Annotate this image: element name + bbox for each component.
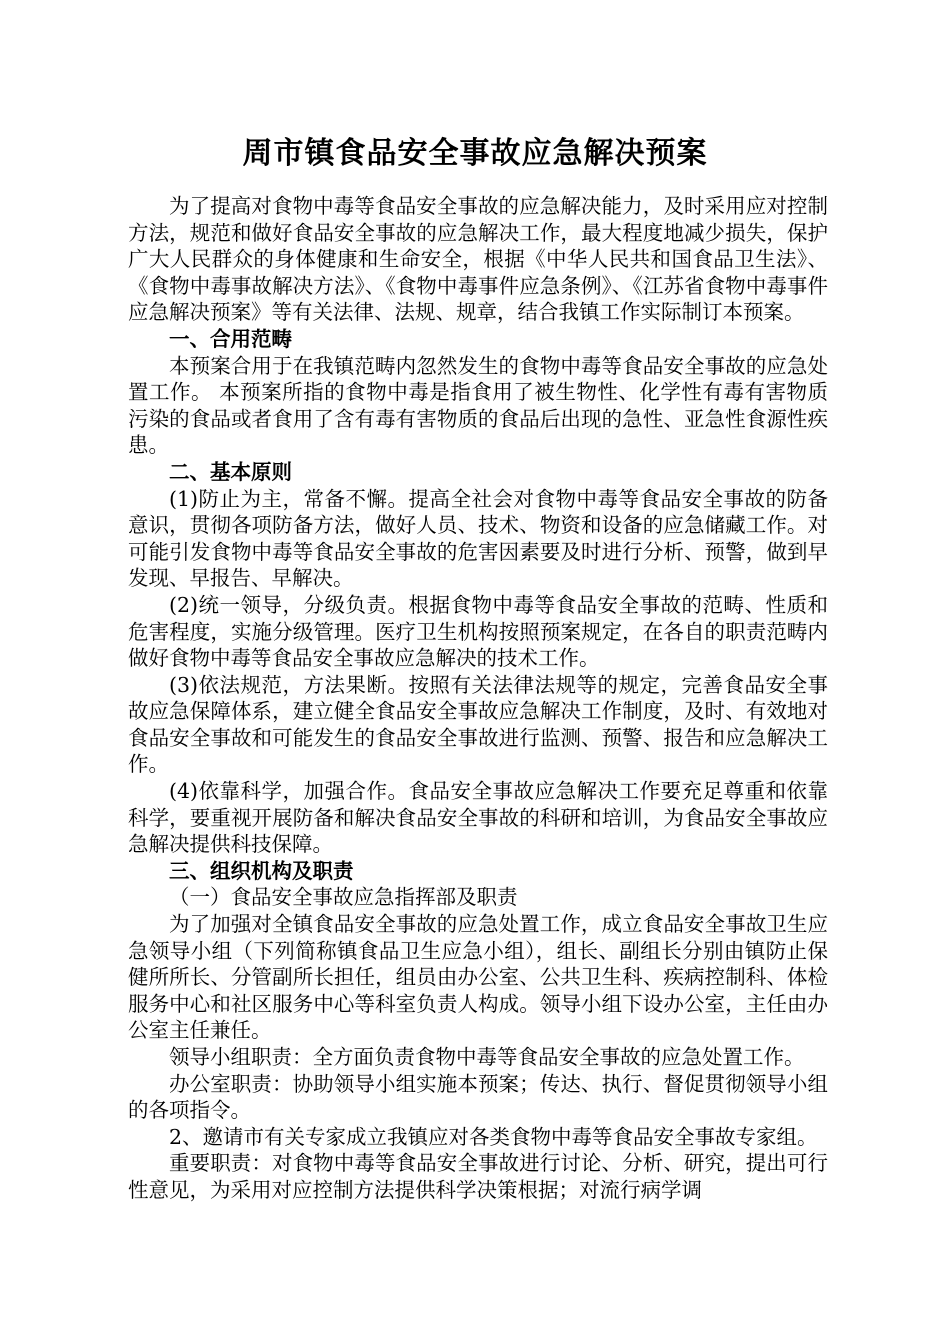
- paragraph: (4)依靠科学，加强合作。食品安全事故应急解决工作要充足尊重和依靠科学，要重视开展防备和解决食品安全事故的科研和培训，为食品安全事故应急解决提供科技保障。: [128, 779, 828, 857]
- paragraph: 2、邀请市有关专家成立我镇应对各类食物中毒等食品安全事故专家组。: [169, 1124, 818, 1149]
- paragraph: 本预案合用于在我镇范畴内忽然发生的食物中毒等食品安全事故的应急处置工作。 本预案所指的食物中毒是指食用了被生物性、化学性有毒有害物质污染的食品或者食用了含有毒有害物质的食品后出现的急性、亚急性食源性疾患。: [128, 353, 828, 458]
- paragraph: (1)防止为主，常备不懈。提高全社会对食物中毒等食品安全事故的防备意识，贯彻各项防备方法，做好人员、技术、物资和设备的应急储藏工作。对可能引发食物中毒等食品安全事故的危害因素要及时进行分析、预警，做到早发现、早报告、早解决。: [128, 486, 828, 591]
- section-heading: 二、基本原则: [169, 459, 292, 484]
- paragraph: 重要职责：对食物中毒等食品安全事故进行讨论、分析、研究，提出可行性意见，为采用对应控制方法提供科学决策根据；对流行病学调: [128, 1151, 828, 1202]
- paragraph: 为了加强对全镇食品安全事故的应急处置工作，成立食品安全事故卫生应急领导小组（下列简称镇食品卫生应急小组），组长、副组长分别由镇防止保健所所长、分管副所长担任，组员由办公室、公共卫生科、疾病控制科、体检服务中心和社区服务中心等科室负责人构成。领导小组下设办公室，主任由办公室主任兼任。: [128, 912, 828, 1043]
- paragraph: (2)统一领导，分级负责。根据食物中毒等食品安全事故的范畴、性质和危害程度，实施分级管理。医疗卫生机构按照预案规定，在各自的职责范畴内做好食物中毒等食品安全事故应急解决的技术工作。: [128, 592, 828, 671]
- paragraph: 办公室职责：协助领导小组实施本预案；传达、执行、督促贯彻领导小组的各项指令。: [128, 1071, 828, 1123]
- paragraph: (3)依法规范，方法果断。按照有关法律法规等的规定，完善食品安全事故应急保障体系，建立健全食品安全事故应急解决工作制度，及时、有效地对食品安全事故和可能发生的食品安全事故进行监测、预警、报告和应急解决工作。: [128, 672, 828, 777]
- paragraph: 为了提高对食物中毒等食品安全事故的应急解决能力，及时采用应对控制方法，规范和做好食品安全事故的应急解决工作，最大程度地减少损失，保护广大人民群众的身体健康和生命安全，根据《中华人民共和国食品卫生法》、《食物中毒事故解决方法》、《食物中毒事件应急条例》、《江苏省食物中毒事件应急解决预案》等有关法律、法规、规章，结合我镇工作实际制订本预案。: [128, 194, 828, 325]
- section-heading: 三、组织机构及职责: [169, 858, 354, 883]
- paragraph: 领导小组职责：全方面负责食物中毒等食品安全事故的应急处置工作。: [169, 1045, 805, 1069]
- document-title: 周市镇食品安全事故应急解决预案: [242, 136, 708, 171]
- paragraph: （一）食品安全事故应急指挥部及职责: [169, 885, 518, 910]
- document-body: [128, 193, 828, 1204]
- section-heading: 一、合用范畴: [169, 326, 292, 351]
